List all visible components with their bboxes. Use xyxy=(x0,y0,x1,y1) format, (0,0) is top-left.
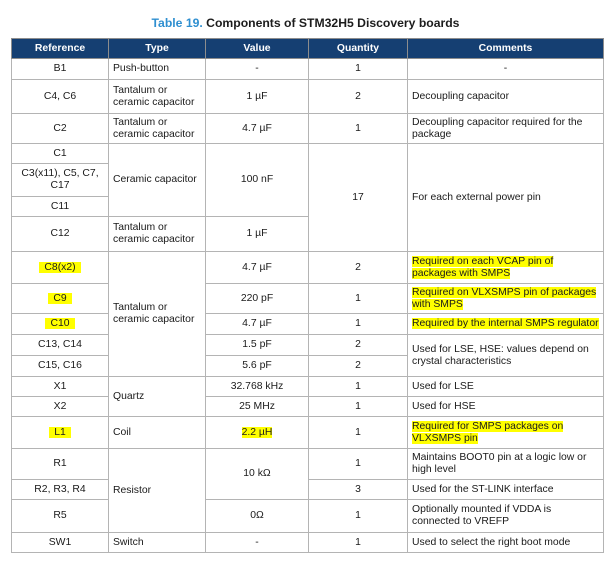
cell-comment: Used to select the right boot mode xyxy=(408,533,604,553)
cell-value: 25 MHz xyxy=(206,397,309,417)
header-row xyxy=(12,39,604,59)
cell-value: 1 µF xyxy=(206,217,309,252)
header-quantity: Quantity xyxy=(309,39,408,59)
cell-quantity: 1 xyxy=(309,449,408,480)
cell-quantity: 1 xyxy=(309,314,408,335)
table-row xyxy=(12,80,604,114)
highlight-mark: C8(x2) xyxy=(39,262,80,273)
highlight-mark: Required by the internal SMPS regulator xyxy=(412,318,599,329)
table-row xyxy=(12,144,604,164)
cell-type: Tantalum or ceramic capacitor xyxy=(109,217,206,252)
cell-value: 1 µF xyxy=(206,80,309,114)
header-type: Type xyxy=(109,39,206,59)
cell-value: 220 pF xyxy=(206,284,309,314)
cell-type: Ceramic capacitor xyxy=(109,144,206,217)
cell-value: 4.7 µF xyxy=(206,314,309,335)
cell-type: Tantalum or ceramic capacitor xyxy=(109,114,206,144)
cell-comment: Used for LSE xyxy=(408,377,604,397)
cell-quantity: 1 xyxy=(309,377,408,397)
cell-quantity: 2 xyxy=(309,356,408,377)
cell-type: Resistor xyxy=(109,449,206,533)
cell-reference: R5 xyxy=(12,500,109,533)
table-row xyxy=(12,114,604,144)
cell-comment: For each external power pin xyxy=(408,144,604,252)
cell-value: 32.768 kHz xyxy=(206,377,309,397)
cell-comment: Optionally mounted if VDDA is connected to VREFP xyxy=(408,500,604,533)
cell-comment: - xyxy=(408,59,604,80)
cell-reference: C15, C16 xyxy=(12,356,109,377)
cell-value: 1.5 pF xyxy=(206,335,309,356)
cell-value: 4.7 µF xyxy=(206,252,309,284)
cell-type: Push-button xyxy=(109,59,206,80)
cell-value: 4.7 µF xyxy=(206,114,309,144)
highlight-mark: Required on VLXSMPS pin of packages with SMPS xyxy=(412,286,597,310)
cell-type: Coil xyxy=(109,417,206,449)
cell-value: - xyxy=(206,533,309,553)
cell-reference: C4, C6 xyxy=(12,80,109,114)
cell-type: Tantalum or ceramic capacitor xyxy=(109,80,206,114)
cell-quantity: 1 xyxy=(309,397,408,417)
table-row xyxy=(12,397,604,417)
table-row xyxy=(12,252,604,284)
cell-quantity: 1 xyxy=(309,114,408,144)
cell-comment xyxy=(408,284,604,314)
cell-quantity: 1 xyxy=(309,59,408,80)
cell-reference: X1 xyxy=(12,377,109,397)
cell-comment: Used for the ST-LINK interface xyxy=(408,480,604,500)
cell-reference: B1 xyxy=(12,59,109,80)
cell-type: Tantalum or ceramic capacitor xyxy=(109,252,206,377)
cell-reference xyxy=(12,252,109,284)
cell-reference: C12 xyxy=(12,217,109,252)
header-value: Value xyxy=(206,39,309,59)
cell-reference: C1 xyxy=(12,144,109,164)
cell-comment xyxy=(408,252,604,284)
caption-title: Components of STM32H5 Discovery boards xyxy=(206,16,460,30)
highlight-mark: C10 xyxy=(45,318,74,329)
cell-reference: C11 xyxy=(12,197,109,217)
cell-reference xyxy=(12,284,109,314)
cell-value: 10 kΩ xyxy=(206,449,309,500)
cell-quantity: 1 xyxy=(309,417,408,449)
cell-reference xyxy=(12,417,109,449)
cell-reference: C2 xyxy=(12,114,109,144)
table-row xyxy=(12,533,604,553)
table-row xyxy=(12,335,604,356)
cell-quantity: 1 xyxy=(309,284,408,314)
cell-comment: Used for HSE xyxy=(408,397,604,417)
cell-type: Quartz xyxy=(109,377,206,417)
cell-value: - xyxy=(206,59,309,80)
cell-reference: C3(x11), C5, C7, C17 xyxy=(12,164,109,197)
highlight-mark: Required for SMPS packages on VLXSMPS pin xyxy=(412,420,564,444)
header-comments: Comments xyxy=(408,39,604,59)
cell-reference: C13, C14 xyxy=(12,335,109,356)
cell-quantity: 17 xyxy=(309,144,408,252)
cell-comment: Decoupling capacitor xyxy=(408,80,604,114)
cell-comment: Used for LSE, HSE: values depend on crystal characteristics xyxy=(408,335,604,377)
cell-type: Switch xyxy=(109,533,206,553)
cell-quantity: 3 xyxy=(309,480,408,500)
cell-value: 100 nF xyxy=(206,144,309,217)
cell-quantity: 1 xyxy=(309,533,408,553)
highlight-mark: L1 xyxy=(49,427,71,438)
table-row xyxy=(12,59,604,80)
cell-value: 0Ω xyxy=(206,500,309,533)
table-caption xyxy=(0,16,611,30)
table-row xyxy=(12,314,604,335)
cell-quantity: 2 xyxy=(309,335,408,356)
cell-value: 5.6 pF xyxy=(206,356,309,377)
cell-comment: Decoupling capacitor required for the package xyxy=(408,114,604,144)
highlight-mark: C9 xyxy=(48,293,71,304)
components-table xyxy=(11,38,604,553)
cell-reference: R2, R3, R4 xyxy=(12,480,109,500)
cell-comment: Maintains BOOT0 pin at a logic low or high level xyxy=(408,449,604,480)
cell-reference: X2 xyxy=(12,397,109,417)
highlight-mark: Required on each VCAP pin of packages with SMPS xyxy=(412,255,554,279)
cell-reference: SW1 xyxy=(12,533,109,553)
cell-reference xyxy=(12,314,109,335)
cell-quantity: 2 xyxy=(309,80,408,114)
table-row xyxy=(12,417,604,449)
table-row xyxy=(12,284,604,314)
table-row xyxy=(12,449,604,480)
table-row xyxy=(12,377,604,397)
table-row xyxy=(12,500,604,533)
cell-reference: R1 xyxy=(12,449,109,480)
cell-quantity: 2 xyxy=(309,252,408,284)
cell-comment xyxy=(408,314,604,335)
caption-number: Table 19. xyxy=(151,16,203,30)
header-reference: Reference xyxy=(12,39,109,59)
cell-quantity: 1 xyxy=(309,500,408,533)
highlight-mark: 2.2 µH xyxy=(241,426,273,438)
cell-comment xyxy=(408,417,604,449)
cell-value xyxy=(206,417,309,449)
